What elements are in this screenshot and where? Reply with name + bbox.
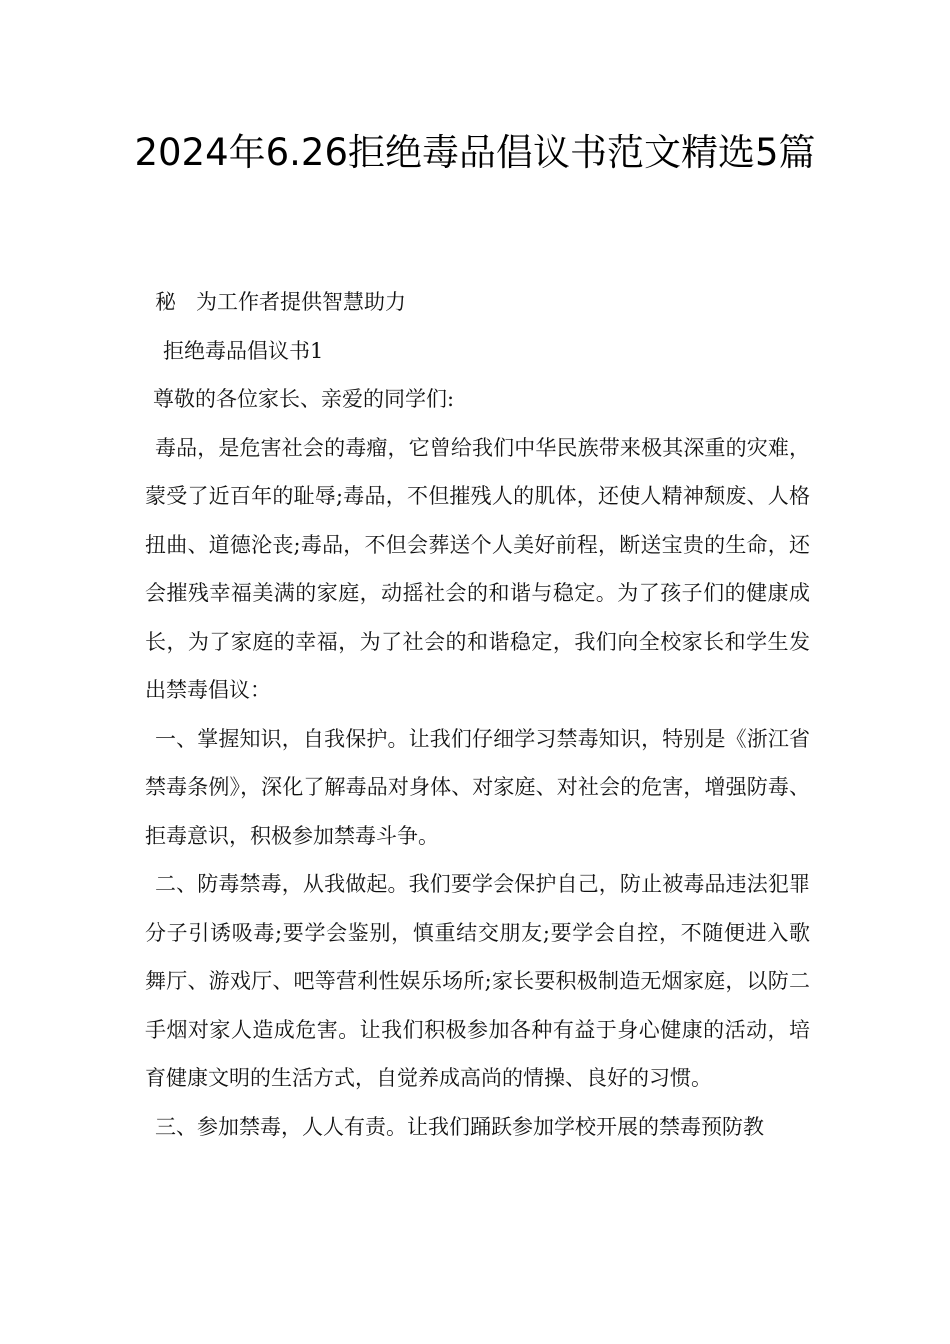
section-heading: 拒绝毒品倡议书1 (163, 338, 324, 363)
document-body (145, 278, 810, 1151)
paragraph-point-three: 三、参加禁毒，人人有责。让我们踊跃参加学校开展的禁毒预防教 (155, 1114, 764, 1139)
tagline: 秘 为工作者提供智慧助力 (155, 290, 407, 314)
document-title: 2024年6.26拒绝毒品倡议书范文精选5篇 (134, 131, 816, 174)
salutation: 尊敬的各位家长、亲爱的同学们: (153, 387, 455, 411)
paragraph-point-two: 二、防毒禁毒，从我做起。我们要学会保护自己，防止被毒品违法犯罪分子引诱吸毒;要学会鉴别，慎重结交朋友;要学会自控，不随便进入歌舞厅、游戏厅、吧等营利性娱乐场所;家长要积极制造无烟家庭，以防二手烟对家人造成危害。让我们积极参加各种有益于身心健康的活动，培育健康文明的生活方式，自觉养成高尚的情操、良好的习惯。 (145, 872, 810, 1090)
paragraph-intro: 毒品，是危害社会的毒瘤，它曾给我们中华民族带来极其深重的灾难，蒙受了近百年的耻辱;毒品，不但摧残人的肌体，还使人精神颓废、人格扭曲、道德沦丧;毒品，不但会葬送个人美好前程，断送宝贵的生命，还会摧残幸福美满的家庭，动摇社会的和谐与稳定。为了孩子们的健康成长，为了家庭的幸福，为了社会的和谐稳定，我们向全校家长和学生发出禁毒倡议： (145, 435, 810, 702)
paragraph-point-one: 一、掌握知识，自我保护。让我们仔细学习禁毒知识，特别是《浙江省禁毒条例》，深化了解毒品对身体、对家庭、对社会的危害，增强防毒、拒毒意识，积极参加禁毒斗争。 (145, 726, 810, 848)
